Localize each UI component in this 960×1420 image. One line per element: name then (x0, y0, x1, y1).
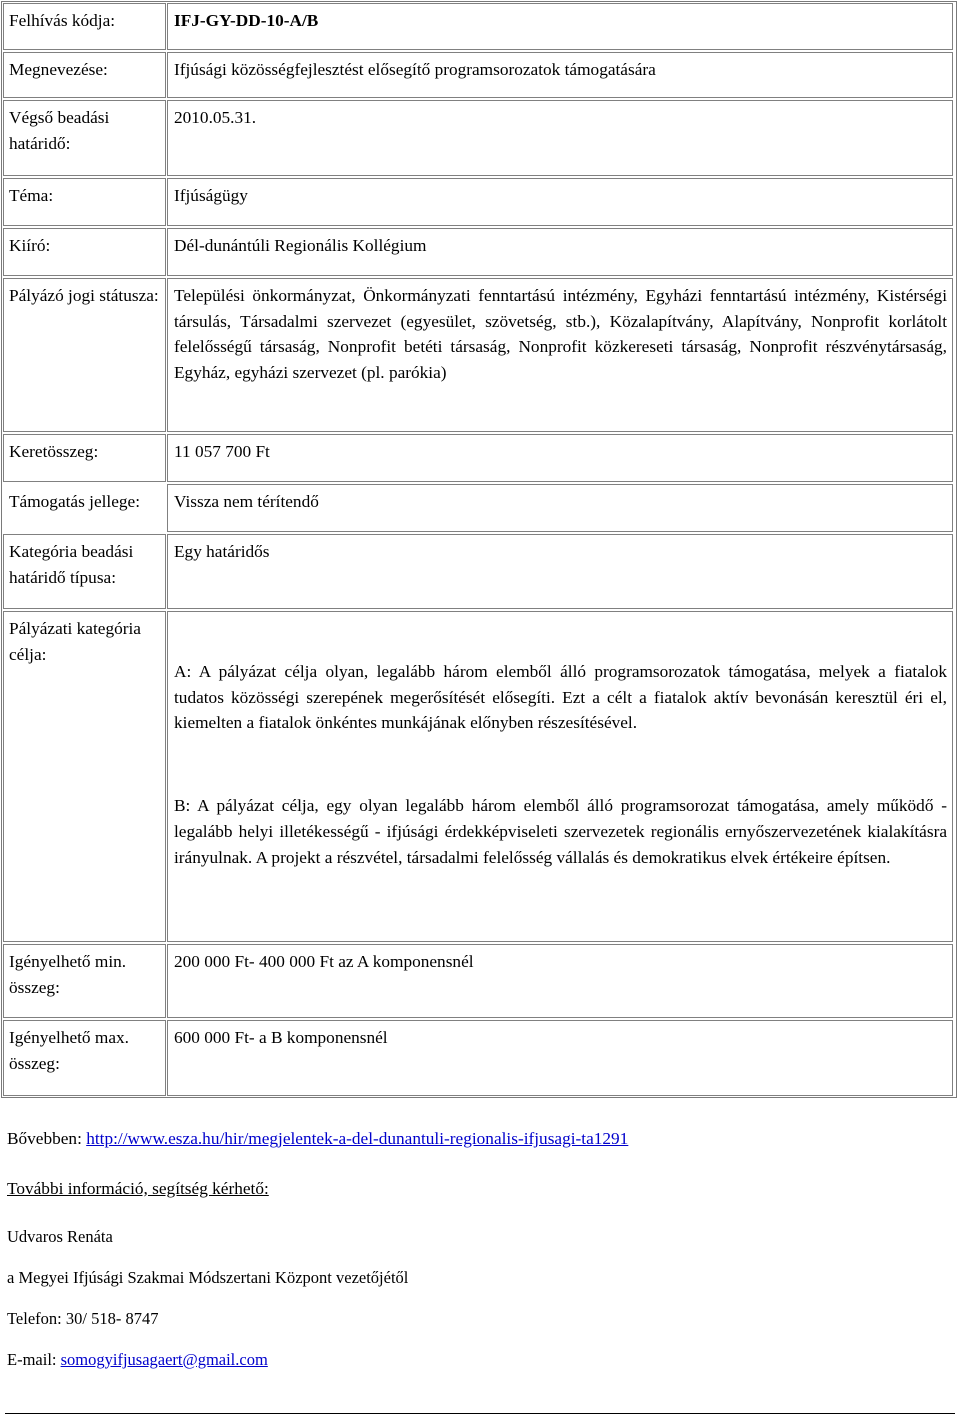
code-label: Felhívás kódja: (3, 3, 166, 50)
email-link[interactable]: somogyifjusagaert@gmail.com (60, 1350, 268, 1369)
code-value: IFJ-GY-DD-10-A/B (167, 3, 953, 50)
contact-email-line (7, 1350, 268, 1370)
category-goal-value (167, 611, 953, 942)
page-bottom-rule (5, 1413, 955, 1414)
applicant-status-value: Települési önkormányzat, Önkormányzati fenntartású intézmény, Egyházi fenntartású intézmény, Kistérségi társulás, Társadalmi szervezet (egyesület, szövetség, stb.), Közalapítvány, Alapítvány, Nonprofit korlátolt felelősségű társaság, Nonprofit betéti társaság, Nonprofit közkereseti társaság, Nonprofit részvénytársaság, Egyház, egyházi szervezet (pl. parókia) (167, 278, 953, 432)
category-goal-label: Pályázati kategória célja: (3, 611, 166, 942)
topic-label: Téma: (3, 178, 166, 226)
category-goal-para-b: B: A pályázat célja, egy olyan legalább három elemből álló programsorozat támogatása, amely működő - legalább helyi illetékességű - ifjúsági érdekképviseleti szervezetek regionális ernyőszervezetének kialakításra irányulnak. A projekt a részvétel, társadalmi felelősség vállalás és demokratikus elvek értékeire építsen. (174, 796, 947, 867)
support-type-label: Támogatás jellege: (9, 492, 140, 511)
name-label: Megnevezése: (3, 52, 166, 98)
more-info-link[interactable]: http://www.esza.hu/hir/megjelentek-a-del-dunantuli-regionalis-ifjusagi-ta1291 (86, 1129, 629, 1148)
name-value: Ifjúsági közösségfejlesztést elősegítő programsorozatok támogatására (167, 52, 953, 98)
budget-label: Keretösszeg: (3, 434, 166, 482)
info-heading: További információ, segítség kérhető: (7, 1179, 269, 1198)
email-label: E-mail: (7, 1350, 61, 1369)
contact-org: a Megyei Ifjúsági Szakmai Módszertani Központ vezetőjétől (7, 1268, 409, 1287)
contact-phone: Telefon: 30/ 518- 8747 (7, 1309, 159, 1328)
max-amount-value: 600 000 Ft- a B komponensnél (167, 1020, 953, 1096)
applicant-status-label: Pályázó jogi státusza: (3, 278, 166, 432)
min-amount-value: 200 000 Ft- 400 000 Ft az A komponensnél (167, 944, 953, 1018)
max-amount-label: Igényelhető max. összeg: (3, 1020, 166, 1096)
deadline-type-value: Egy határidős (167, 534, 953, 609)
more-info-label: Bővebben: (7, 1129, 87, 1148)
topic-value: Ifjúságügy (167, 178, 953, 226)
deadline-value: 2010.05.31. (167, 100, 953, 176)
contact-name: Udvaros Renáta (7, 1227, 113, 1246)
more-info-line (7, 1129, 628, 1149)
min-amount-label: Igényelhető min. összeg: (3, 944, 166, 1018)
budget-value: 11 057 700 Ft (167, 434, 953, 482)
issuer-value: Dél-dunántúli Regionális Kollégium (167, 228, 953, 276)
deadline-type-label: Kategória beadási határidő típusa: (3, 534, 166, 609)
deadline-label: Végső beadási határidő: (3, 100, 166, 176)
issuer-label: Kiíró: (3, 228, 166, 276)
category-goal-para-a: A: A pályázat célja olyan, legalább három elemből álló programsorozatok támogatása, melyek a fiatalok tudatos közösségi szerepének megerősítését elősegíti. Ezt a célt a fiatalok aktív bevonásán keresztül éri el, kiemelten a fiatalok önkéntes munkájának előnyben részesítésével. (174, 662, 947, 733)
support-type-value: Vissza nem térítendő (167, 484, 953, 532)
